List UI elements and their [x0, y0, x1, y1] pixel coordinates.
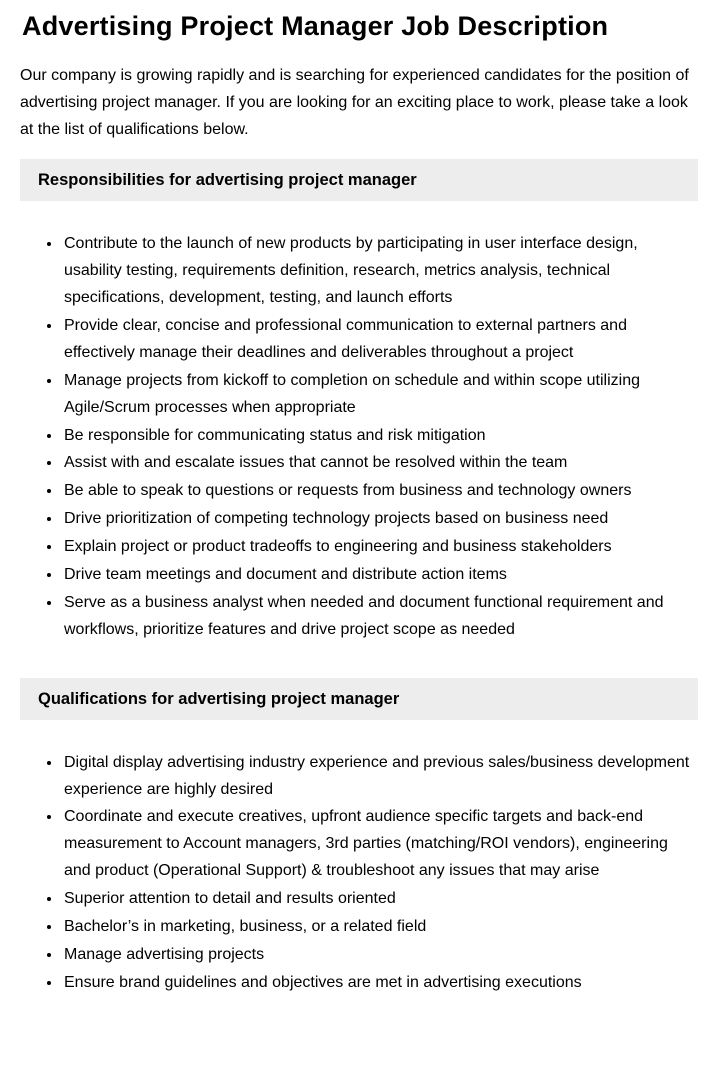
- qualification-item: • Ensure brand guidelines and objectives are met in advertising executions: [62, 970, 696, 997]
- responsibility-item: • Explain project or product tradeoffs to engineering and business stakeholders: [62, 534, 696, 561]
- qualification-item: • Superior attention to detail and results oriented: [62, 886, 696, 913]
- qualification-item: • Bachelor’s in marketing, business, or a related field: [62, 914, 696, 941]
- responsibility-item: • Be able to speak to questions or requests from business and technology owners: [62, 478, 696, 505]
- responsibility-item: • Manage projects from kickoff to completion on schedule and within scope utilizing Agile/Scrum processes when appropriate: [62, 368, 696, 422]
- responsibilities-list: [20, 231, 696, 643]
- section-qualifications: [20, 678, 698, 997]
- responsibility-item: • Drive prioritization of competing technology projects based on business need: [62, 506, 696, 533]
- responsibility-item: • Assist with and escalate issues that cannot be resolved within the team: [62, 450, 696, 477]
- qualifications-heading: Qualifications for advertising project manager: [20, 678, 698, 720]
- qualification-item: • Coordinate and execute creatives, upfront audience specific targets and back-end measurement to Account managers, 3rd parties (matching/ROI vendors), engineering and product (Operational Support) & troubleshoot any issues that may arise: [62, 804, 696, 885]
- responsibility-item: • Contribute to the launch of new products by participating in user interface design, usability testing, requirements definition, research, metrics analysis, technical specifications, development, testing, and launch efforts: [62, 231, 696, 312]
- responsibility-item: • Provide clear, concise and professional communication to external partners and effectively manage their deadlines and deliverables throughout a project: [62, 313, 696, 367]
- responsibility-item: • Drive team meetings and document and distribute action items: [62, 562, 696, 589]
- page-title: Advertising Project Manager Job Description: [22, 11, 609, 41]
- responsibility-item: • Serve as a business analyst when needed and document functional requirement and workflows, prioritize features and drive project scope as needed: [62, 590, 696, 644]
- intro-paragraph: Our company is growing rapidly and is searching for experienced candidates for the position of advertising project manager. If you are looking for an exciting place to work, please take a look at the list of qualifications below.: [20, 66, 689, 139]
- qualifications-list: [20, 750, 696, 997]
- responsibility-item: • Be responsible for communicating status and risk mitigation: [62, 423, 696, 450]
- qualification-item: • Manage advertising projects: [62, 942, 696, 969]
- responsibilities-heading: Responsibilities for advertising project manager: [20, 159, 698, 201]
- section-responsibilities: [20, 159, 698, 643]
- qualification-item: • Digital display advertising industry experience and previous sales/business development experience are highly desired: [62, 750, 696, 804]
